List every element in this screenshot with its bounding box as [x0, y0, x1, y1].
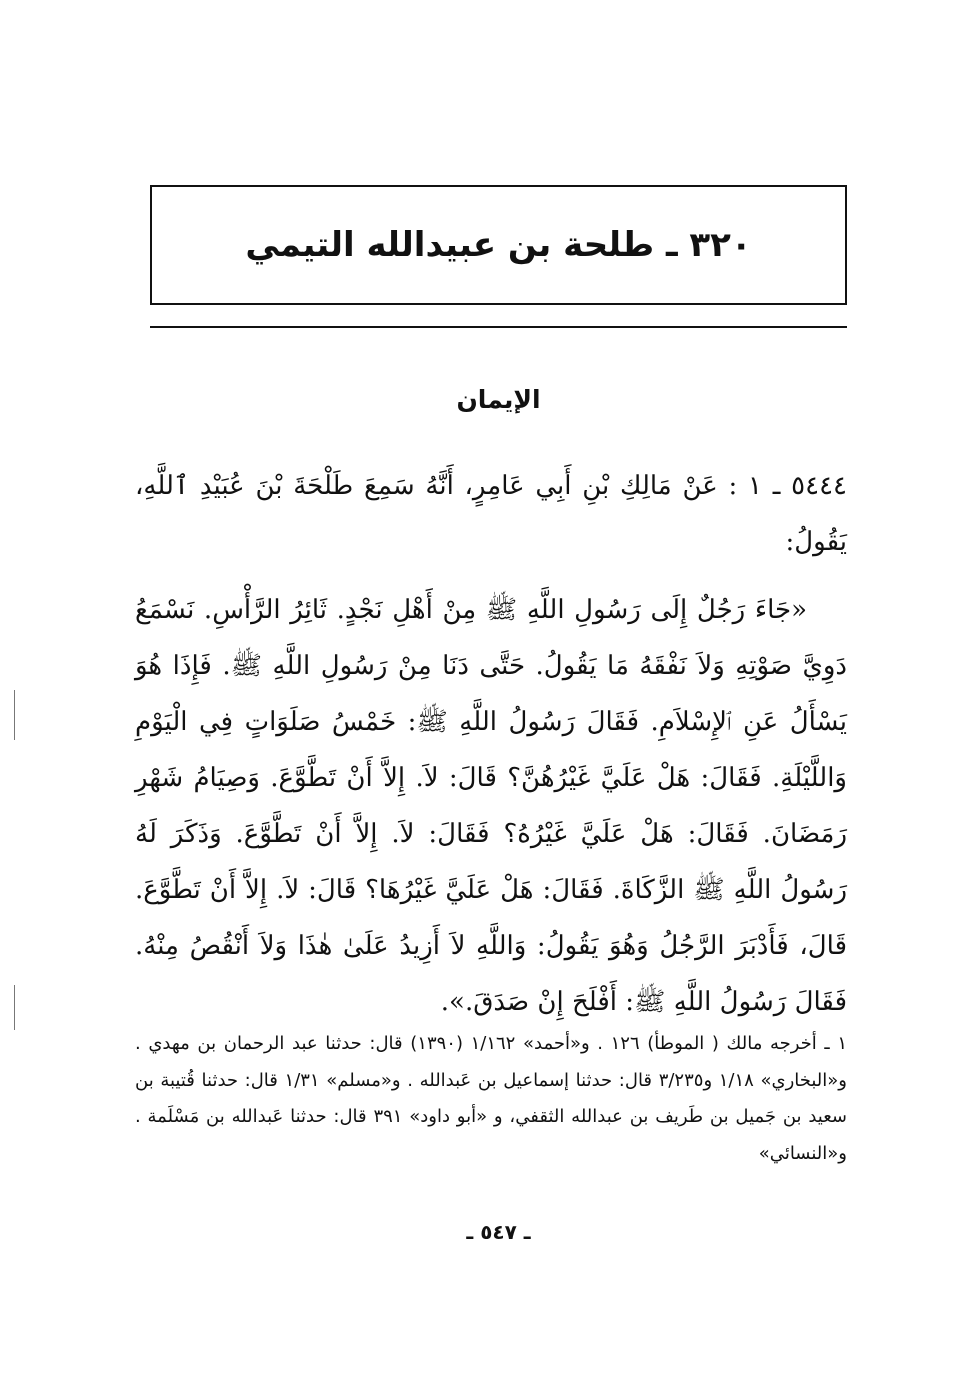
- section-heading: الإيمان: [456, 385, 541, 414]
- title-divider: [150, 326, 847, 328]
- chapter-title-box: [150, 185, 847, 305]
- hadith-intro: ٥٤٤٤ ـ ١ : عَنْ مَالِكِ بْنِ أَبِي عَامِرٍ، أَنَّهُ سَمِعَ طَلْحَةَ بْنَ عُبَيْدِ ٱللَّهِ، يَقُولُ:: [135, 471, 847, 557]
- scan-margin-mark: [14, 985, 15, 1030]
- footnote: ١ ـ أخرجه مالك ( الموطأ) ١٢٦ . و«أحمد» ١/١٦٢ (١٣٩٠) قال: حدثنا عبد الرحمان بن مهدي . و«البخاري» ١/١٨ و٣/٢٣٥ قال: حدثنا إسماعيل بن عَبدالله . و«مسلم» ١/٣١ قال: حدثنا قُتيبة بن سعيد بن جَميل بن طَريف بن عبدالله الثقفي، و «أبو داود» ٣٩١ قال: حدثنا عَبدالله بن مَسْلَمة . و«النسائي»: [135, 1033, 847, 1164]
- chapter-title: ٣٢٠ ـ طلحة بن عبيدالله التيمي: [245, 225, 752, 265]
- hadith-text: «جَاءَ رَجُلٌ إِلَى رَسُولِ اللَّهِ ﷺ مِنْ أَهْلِ نَجْدٍ. ثَائِرُ الرَّأْسِ. نَسْمَعُ دَوِيَّ صَوْتِهِ وَلاَ نَفْقَهُ مَا يَقُولُ. حَتَّى دَنَا مِنْ رَسُولِ اللَّهِ ﷺ. فَإِذَا هُوَ يَسْأَلُ عَنِ ٱلإِسْلاَمِ. فَقَالَ رَسُولُ اللَّهِ ﷺ: خَمْسُ صَلَوَاتٍ فِي الْيَوْمِ وَاللَّيْلَةِ. فَقَالَ: هَلْ عَلَيَّ غَيْرُهُنَّ؟ قَالَ: لاَ. إِلاَّ أَنْ تَطَّوَّعَ. وَصِيَامُ شَهْرِ رَمَضَانَ. فَقَالَ: هَلْ عَلَيَّ غَيْرُهُ؟ فَقَالَ: لاَ. إِلاَّ أَنْ تَطَّوَّعَ. وَذَكَرَ لَهُ رَسُولُ اللَّهِ ﷺ الزَّكَاةَ. فَقَالَ: هَلْ عَلَيَّ غَيْرُهَا؟ قَالَ: لاَ. إِلاَّ أَنْ تَطَّوَّعَ. قَالَ، فَأَدْبَرَ الرَّجُلُ وَهُوَ يَقُولُ: وَاللَّهِ لاَ أَزِيدُ عَلَىٰ هٰذَا وَلاَ أَنْقُصُ مِنْهُ. فَقَالَ رَسُولُ اللَّهِ ﷺ: أَفْلَحَ إِنْ صَدَقَ.».: [135, 595, 847, 1017]
- scan-margin-mark: [14, 690, 15, 740]
- page-number: ـ ٥٤٧ ـ: [466, 1220, 531, 1244]
